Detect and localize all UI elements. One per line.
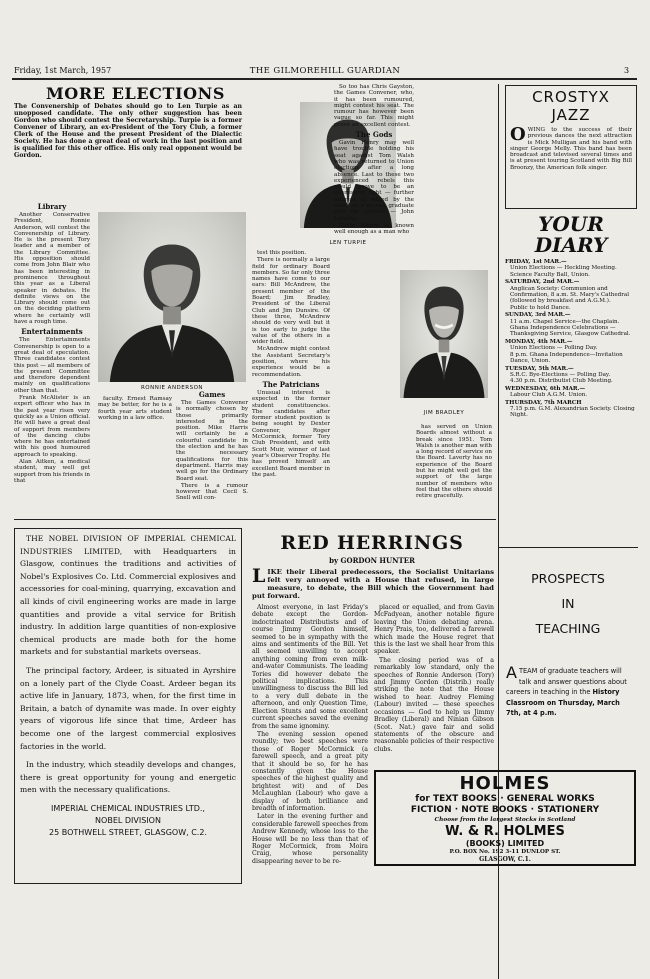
diary-entry: Anglican Society: Communion and Confirmation, 8 a.m. St. Mary's Cathedral (followed by breakfast and A.G.M.). bbox=[510, 285, 630, 305]
games-text: The Games Convener is normally chosen by those primarily interested in the position. Mike Harris will certainly be a colourful candidate in the election and he has the necessary qualifications for this department. Harris may well go for the Ordinary Board seat. bbox=[176, 400, 248, 482]
prospects-body-bold: History Classroom on Thursday, March 7th, at 4 p.m. bbox=[506, 688, 620, 717]
crostyx-jazz-box bbox=[505, 85, 637, 209]
library-subhead: Library bbox=[37, 202, 67, 211]
photo-ronnie-anderson bbox=[98, 212, 246, 382]
red-herrings-col1 bbox=[252, 604, 368, 866]
diary-day: SATURDAY, 2nd MAR.— bbox=[505, 279, 580, 286]
diary-entry: Labour Club A.G.M. Union. bbox=[510, 392, 588, 399]
prospects-dropcap: A bbox=[506, 663, 517, 682]
prospects-title bbox=[500, 566, 636, 641]
more-elections-col3 bbox=[252, 250, 330, 479]
diary-title: DIARY bbox=[534, 233, 608, 257]
caption-ronnie-anderson: RONNIE ANDERSON bbox=[140, 385, 204, 391]
diary-entry: Union Elections — Heckling Meeting. bbox=[510, 265, 617, 272]
red-herrings-headline: RED HERRINGS bbox=[280, 532, 464, 554]
ici-address: 25 BOTHWELL STREET, GLASGOW, C.2. bbox=[49, 827, 207, 837]
prospects-title-line2: IN bbox=[561, 596, 575, 611]
entertainments-text-1: The Entertainments Convenership is open to a great deal of speculation. Three candidates contest this post — all members of the present Committee and therefore dependent mainly on qualifications other than that. bbox=[14, 337, 90, 394]
holmes-company: W. & R. HOLMES bbox=[445, 824, 565, 839]
diary-day: SUNDAY, 3rd MAR.— bbox=[505, 312, 571, 319]
patricians-text: Unusual interest is expected in the former student constituencies. The candidates after former student position is being sought by Dexter Convener, Roger McCormick, former Tory Club President, and with Scott Muir, winner of last year's Observer Trophy. He has proved himself an excellent Board member in the past. bbox=[252, 389, 330, 478]
col2-text-2: There is a rumour however that Cecil S. Snell will con- bbox=[176, 482, 248, 502]
diary-entry: Ghana Independence Celebrations — Thanksgiving Service, Glasgow Cathedral. bbox=[510, 325, 631, 338]
holmes-city: GLASGOW, C.1. bbox=[479, 856, 531, 863]
ici-text-3: In the industry, which steadily develops and changes, there is great opportunity for young and energetic men with the necessary qualifications. bbox=[20, 760, 236, 795]
photo-jim-bradley bbox=[400, 270, 488, 398]
holmes-tagline: Choose from the largest Stocks in Scotland bbox=[434, 817, 576, 823]
col3-text-3: McAndrew might contest the Assistant Secretary's position, where his experience would be a recommendation. bbox=[252, 346, 330, 378]
crostyx-title: CROSTYX bbox=[532, 88, 610, 106]
entertainments-text-2: Frank McAlister is an expert officer who has in the past year risen very quickly as a Union official. He will have a great deal of support from members of the dancing clubs where he has entertained with his good humoured approach to speaking. bbox=[14, 395, 90, 458]
red-herrings-dropcap: L bbox=[252, 565, 266, 587]
patricians-subhead: The Patricians bbox=[262, 379, 320, 389]
diary-entry: Union Elections — Polling Day. bbox=[510, 345, 598, 352]
more-elections-lead: The Convenership of Debates should go to Len Turpie as an unopposed candidate. The only other suggestion has been Gordon who should contest the Secretaryship. Turpie is a former Convener of Library, an ex-President of the Tory Club, a former Clerk of the House and the present President of the Dialectic Society. He has done a great deal of work in the last position and is qualified for this other office. His only real opponent would be Gordon. bbox=[14, 103, 242, 159]
diary-entry: Science Faculty Ball, Union. bbox=[510, 271, 590, 278]
diary-day: THURSDAY, 7th MARCH bbox=[505, 399, 582, 406]
more-elections-col1 bbox=[14, 200, 90, 485]
entertainments-text-3: Alan Aitken, a medical student, may well get support from his friends in that bbox=[14, 458, 91, 484]
red-herrings-col1-text: Almost everyone, in last Friday's debate except the Gordon-indoctrinated Distributists and of course Jimmy Gordon himself, seemed to be in sympathy with the aims and sentiments of the Bill. Yet all seemed unwilling to accept anything coming from even milk-and-water Communists. The leading Tories did however debate the political implications. This unwillingness to discuss the Bill led to a very dull debate in the afternoon, and only Question Time, Election Stunts and some excellent current speeches saved the evening from the same ignominy. bbox=[252, 604, 368, 730]
prospects-rule bbox=[498, 547, 638, 548]
col4-text-3: has served on Union Boards almost without a break since 1951. Tom Walsh is another man with a long record of service on the Board. Laverty has no experience of the Board but he might well get the support of the large number of members who feel that the others should retire gracefully. bbox=[416, 424, 492, 500]
diary-entry: 4.30 p.m. Distributist Club Meeting. bbox=[510, 378, 613, 385]
holmes-address: P.O. BOX No. 192 3-11 DUNLOP ST. bbox=[449, 849, 561, 855]
col3-text-2: There is normally a large field for ordinary Board members. So far only three names have come to our ears: Bill McAndrew, the present member of the Board; Jim Bradley, President of the Liberal Club and Jim Dunsire. Of these three, McAndrew should do very well but it is too early to judge the value of the others in a wider field. bbox=[252, 257, 330, 346]
prospects-title-line3: TEACHING bbox=[535, 621, 601, 636]
more-elections-col2b bbox=[176, 388, 248, 503]
col3-text-1: test this position. bbox=[257, 250, 307, 256]
holmes-name: HOLMES bbox=[459, 773, 551, 794]
library-text: Another Conservative President, Ronnie Anderson, will contest the Convenership of Library. He is the present Tory leader and a member of the Library Committee. His opposition should come from John Blair who has been interesting in prominence throughout this year as a Liberal speaker in debates. He definite views on the Library should come out on the deciding platform where he certainly will have a rough time. bbox=[14, 212, 90, 326]
gods-subhead: The Gods bbox=[355, 130, 393, 140]
col4-text-1: So too has Chris Gayston, the Games Convener, who, it has been rumoured, might contest his seat. The rumour has however been vague so far. This might prove an excellent contest. bbox=[334, 84, 414, 128]
prospects-text bbox=[506, 663, 634, 719]
diary-day: TUESDAY, 5th MAR.— bbox=[505, 365, 574, 372]
crostyx-text: WING to the success of their previous dances the next attraction is Mick Mulligan and his band with singer George Melly. This band has been broadcast and televised several times and is at present touring Scotland with Big Bill Broonzy, the American folk singer. bbox=[510, 127, 632, 171]
entertainments-subhead: Entertainments bbox=[21, 327, 83, 337]
masthead: THE GILMOREHILL GUARDIAN bbox=[249, 66, 401, 76]
red-herrings-col2b-text: The closing period was of a remarkably low standard, only the speeches of Ronnie Anderson (Tory) and Jimmy Gordon (Distrib.) really striking the note that the House wished to hear. Audrey Fleming (Labour) invited — these speeches occasions — God to help us Jimmy Bradley (Liberal) and Ninian Gibson (Scot. Nat.) gave fair and solid statements of the obscure and reasonable policies of their respective clubs. bbox=[374, 656, 494, 753]
holmes-line2: FICTION · NOTE BOOKS · STATIONERY bbox=[410, 805, 600, 815]
ici-advertisement bbox=[14, 528, 242, 884]
ici-text-1: THE NOBEL DIVISION OF IMPERIAL CHEMICAL INDUSTRIES LIMITED, with Headquarters in Glasgow, continues the traditions and activities of Nobel's Explosives Co. Ltd. Commercial explosives and accessories for coal-mining, quarrying, excavation and all kinds of civil engineering works are made in large quantities and provide a vital service for British industry. In addition large quantities of non-explosive chemical products are made both for the home markets and for substantial markets overseas. bbox=[20, 534, 236, 657]
ici-division: NOBEL DIVISION bbox=[95, 815, 161, 825]
more-elections-headline: MORE ELECTIONS bbox=[46, 84, 225, 103]
gods-text: Gavin Henry may well have trouble holding his seat against Tom Walsh who was returned to Union elections after a long absence. Last to these two experienced rebels this would prove to be an interesting fight — further interest is added by the entry of a recent graduate into the contest — John Laverty. bbox=[334, 140, 414, 222]
more-elections-col4 bbox=[334, 84, 414, 237]
prospects-body: TEAM of graduate teachers will talk and answer questions about careers in teaching in the bbox=[506, 667, 627, 696]
red-herrings-col2 bbox=[374, 604, 494, 754]
holmes-advertisement bbox=[374, 770, 636, 866]
red-herrings-byline: by GORDON HUNTER bbox=[329, 556, 415, 565]
diary-list bbox=[505, 258, 637, 419]
red-herrings-col1b-text: The evening session opened roundly; two best speeches were those of Roger McCormick (a farewell speech, and a great pity that it should be so, for he has constantly given the House speeches of the highest quality and brightest wit) and of Des McLaughlan (Labour) who gave a display of both brilliance and breadth of information. bbox=[252, 730, 368, 812]
caption-jim-bradley: JIM BRADLEY bbox=[423, 410, 465, 416]
games-subhead: Games bbox=[198, 390, 226, 399]
col2-text-1: faculty. Ernest Ramsay may be better, for he is a fourth year arts student working in a law office. bbox=[98, 396, 172, 421]
page-number: 3 bbox=[624, 66, 630, 75]
jazz-title: JAZZ bbox=[551, 106, 591, 124]
header-rule bbox=[12, 78, 637, 80]
section-rule-top bbox=[14, 519, 496, 520]
red-herrings-col2-text: placed or equalled, and from Gavin McFadyean, another notable figure leaving the Union debating arena. Henry Prais, too, delivered a farewell which made the House regret that this is the last we shall hear from this speaker. bbox=[374, 604, 494, 656]
diary-entry: 8 p.m. Ghana Independence—Invitation Dance, Union. bbox=[510, 351, 623, 365]
your-diary-title: YOUR bbox=[538, 212, 604, 236]
ici-text-2: The principal factory, Ardeer, is situated in Ayrshire on a lonely part of the Clyde Coast. Ardeer began its active life in January, 1873, when, for the first time in Britain, a batch of dynamite was made. In over eighty years of vigorous life since that time, Ardeer has become one of the largest commercial explosives factories in the world. bbox=[20, 665, 236, 751]
col4-text-2: Gavin Henry is known well enough as a man who bbox=[334, 222, 414, 236]
diary-entry: 7.15 p.m. G.M. Alexandrian Society. Closing Night. bbox=[510, 405, 635, 419]
diary-day: FRIDAY, 1st MAR.— bbox=[505, 259, 567, 265]
diary-day: MONDAY, 4th MAR.— bbox=[505, 338, 573, 345]
ici-company: IMPERIAL CHEMICAL INDUSTRIES LTD., bbox=[51, 803, 205, 813]
red-herrings-col1c-text: Later in the evening further and considerable farewell speeches from Andrew Kennedy, whose loss to the House will be no less than that of Roger McCormick, from Moira Craig, whose personality disappearing never to be re- bbox=[252, 813, 368, 865]
holmes-line1: for TEXT BOOKS · GENERAL WORKS bbox=[415, 794, 595, 804]
diary-entry: S.R.C. Bye-Elections — Polling Day. bbox=[510, 371, 611, 378]
more-elections-col2 bbox=[98, 396, 172, 422]
diary-entry: Public to hold Dance. bbox=[510, 304, 571, 311]
holmes-limited: (BOOKS) LIMITED bbox=[465, 839, 545, 848]
red-herrings-lead bbox=[252, 565, 494, 600]
more-elections-col4b bbox=[416, 424, 492, 501]
diary-entry: 11 a.m. Chapel Service—the Chaplain. bbox=[510, 318, 620, 325]
crostyx-dropcap: O bbox=[510, 124, 526, 145]
diary-day: WEDNESDAY, 6th MAR.— bbox=[505, 385, 586, 392]
prospects-title-line1: PROSPECTS bbox=[531, 571, 605, 586]
caption-len-turpie: LEN TURPIE bbox=[329, 240, 367, 246]
page-date: Friday, 1st March, 1957 bbox=[14, 66, 112, 75]
red-herrings-lead-text: IKE their Liberal predecessors, the Socialist Unitarians felt very annoyed with a House that refused, in large measure, to debate, the Bill which the Government had put forward. bbox=[252, 568, 494, 600]
